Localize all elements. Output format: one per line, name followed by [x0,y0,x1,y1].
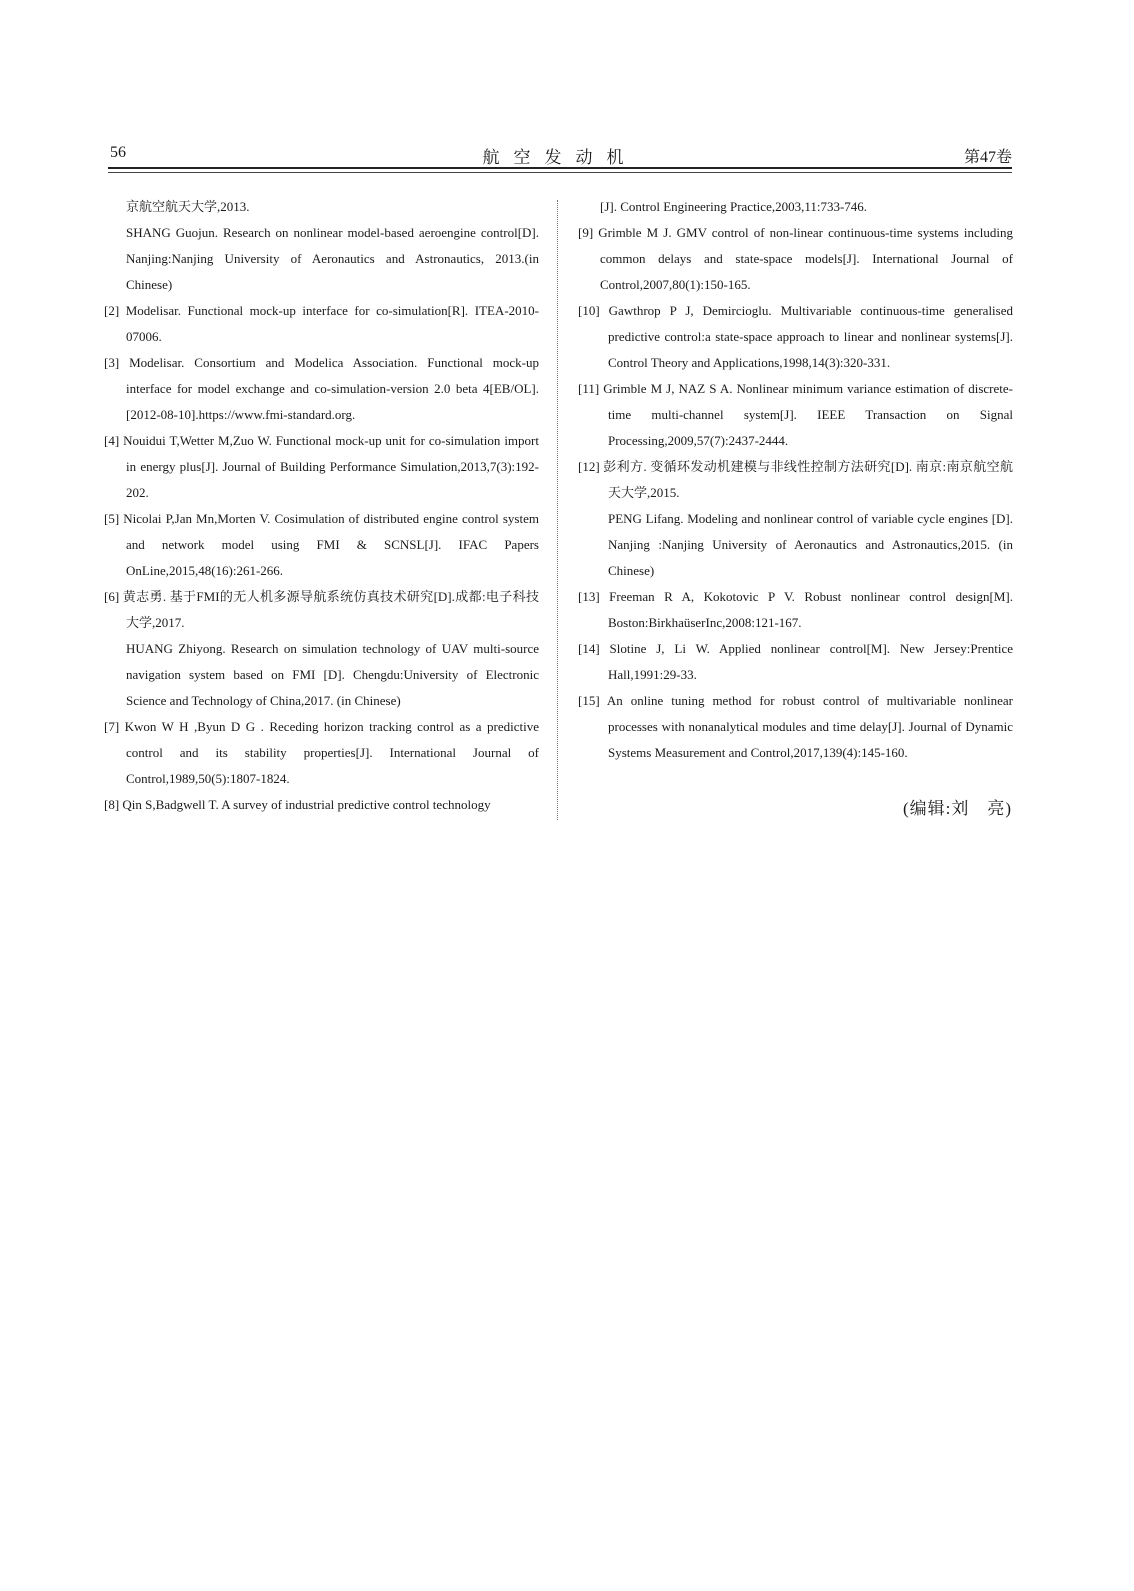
reference-text: Nicolai P,Jan Mn,Morten V. Cosimulation of distributed engine control system and network model using FMI & SCNSL[J]. IFAC Papers OnLine,2015,48(16):261-266. [123,511,539,578]
reference-text: [J]. Control Engineering Practice,2003,11:733-746. [600,199,868,214]
reference-entry [578,376,1013,454]
reference-text: Nouidui T,Wetter M,Zuo W. Functional mock-up unit for co-simulation import in energy plus[J]. Journal of Building Performance Simulation,2013,7(3):192-202. [123,433,539,500]
volume-label: 第47卷 [963,149,1012,166]
column-divider [557,200,558,820]
reference-number: [15] [578,693,607,708]
reference-entry [104,714,539,792]
reference-text: An online tuning method for robust control of multivariable nonlinear processes with nonanalytical modules and time delay[J]. Journal of Dynamic Systems Measurement and Control,2017,139(4):145-160. [606,693,1013,760]
reference-entry [104,584,539,636]
reference-entry [578,194,1013,220]
reference-entry [578,220,1013,298]
reference-number: [8] [104,797,123,812]
reference-entry [104,428,539,506]
header-rule-thin [108,172,1012,173]
reference-text: Gawthrop P J, Demircioglu. Multivariable continuous-time generalised predictive control:a state-space approach to linear and nonlinear systems[J]. Control Theory and Applications,1998,14(3):320-331. [608,303,1013,370]
reference-number: [10] [578,303,609,318]
reference-entry [104,350,539,428]
reference-text: Kwon W H ,Byun D G . Receding horizon tracking control as a predictive control and its stability properties[J]. International Journal of Control,1989,50(5):1807-1824. [124,719,539,786]
reference-text: Grimble M J. GMV control of non-linear continuous-time systems including common delays and state-space models[J]. International Journal of Control,2007,80(1):150-165. [598,225,1013,292]
reference-entry [104,220,539,298]
reference-number: [5] [104,511,124,526]
reference-number: [14] [578,641,610,656]
reference-text: 黄志勇. 基于FMI的无人机多源导航系统仿真技术研究[D].成都:电子科技大学,2017. [122,589,539,630]
reference-entry [104,194,539,220]
reference-entry [104,506,539,584]
reference-entry [578,298,1013,376]
reference-entry [104,298,539,350]
reference-text: SHANG Guojun. Research on nonlinear model-based aeroengine control[D]. Nanjing:Nanjing University of Aeronautics and Astronautics, 2013.(in Chinese) [126,225,539,292]
reference-number: [11] [578,381,604,396]
reference-entry [578,636,1013,688]
reference-number: [13] [578,589,610,604]
reference-entry [578,584,1013,636]
reference-number: [2] [104,303,126,318]
reference-entry [578,688,1013,766]
reference-text: Modelisar. Consortium and Modelica Association. Functional mock-up interface for model exchange and co-simulation-version 2.0 beta 4[EB/OL]. [2012-08-10].https://www.fmi-standard.org. [126,355,539,422]
reference-number: [4] [104,433,124,448]
reference-text: Slotine J, Li W. Applied nonlinear control[M]. New Jersey:Prentice Hall,1991:29-33. [608,641,1013,682]
reference-entry [104,792,539,818]
reference-text: Freeman R A, Kokotovic P V. Robust nonlinear control design[M]. Boston:BirkhaüserInc,2008:121-167. [608,589,1013,630]
running-header [108,140,1012,166]
reference-entry [578,506,1013,584]
reference-number: [7] [104,719,125,734]
reference-text: HUANG Zhiyong. Research on simulation technology of UAV multi-source navigation system based on FMI [D]. Chengdu:University of Electronic Science and Technology of China,2017. (in Chinese) [126,641,539,708]
reference-text: Modelisar. Functional mock-up interface for co-simulation[R]. ITEA-2010-07006. [125,303,539,344]
references-right-column [578,194,1013,766]
reference-number: [3] [104,355,130,370]
references-left-column [104,194,539,818]
reference-text: PENG Lifang. Modeling and nonlinear control of variable cycle engines [D]. Nanjing :Nanjing University of Aeronautics and Astronautics,2015. (in Chinese) [608,511,1013,578]
reference-text: 京航空航天大学,2013. [126,199,250,214]
reference-entry [104,636,539,714]
header-rule-thick [108,167,1012,169]
reference-text: Qin S,Badgwell T. A survey of industrial predictive control technology [122,797,491,812]
reference-text: Grimble M J, NAZ S A. Nonlinear minimum variance estimation of discrete-time multi-channel system[J]. IEEE Transaction on Signal Processing,2009,57(7):2437-2444. [603,381,1013,448]
reference-entry [578,454,1013,506]
reference-number: [9] [578,225,599,240]
editor-note: (编辑:刘 亮) [902,799,1012,818]
journal-title: 航空发动机 [482,148,638,167]
page-number: 56 [110,144,126,161]
reference-number: [12] [578,459,604,474]
reference-number: [6] [104,589,123,604]
reference-text: 彭利方. 变循环发动机建模与非线性控制方法研究[D]. 南京:南京航空航天大学,2015. [603,459,1013,500]
